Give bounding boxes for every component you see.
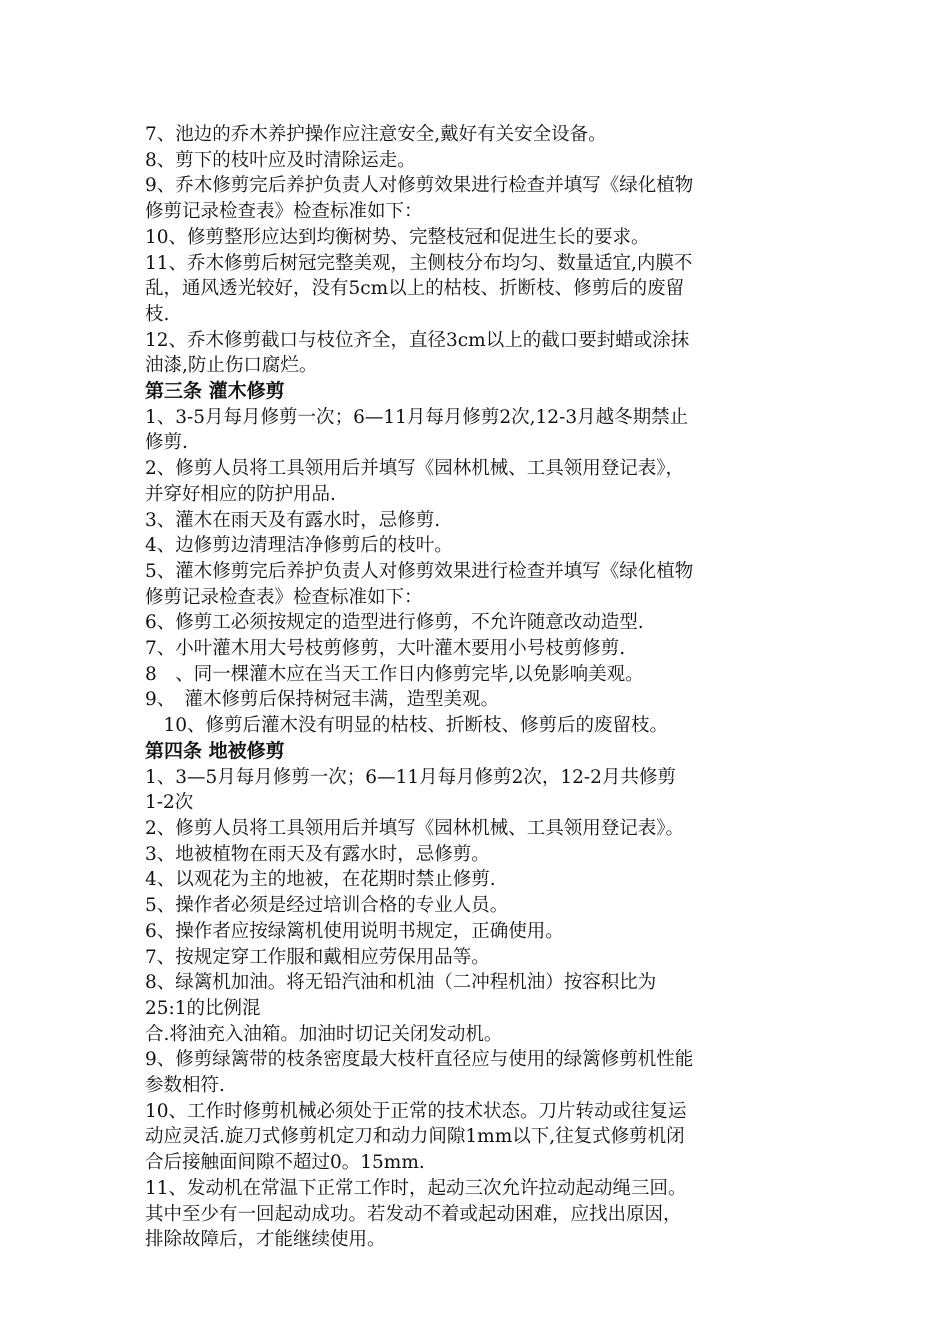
text-line: 8、绿篱机加油。将无铅汽油和机油（二冲程机油）按容积比为 [145,972,657,994]
text-line: 并穿好相应的防护用品. [145,483,336,505]
text-line: 1-2次 [145,792,194,814]
text-line: 7、池边的乔木养护操作应注意安全,戴好有关安全设备。 [145,124,607,145]
text-line: 枝. [145,303,170,325]
section-heading: 第四条 地被修剪 [145,739,285,762]
text-line: 7、小叶灌木用大号枝剪修剪，大叶灌木要用小号枝剪修剪. [145,638,626,660]
text-line: 5、操作者必须是经过培训合格的专业人员。 [145,895,509,917]
text-line: 10、工作时修剪机械必须处于正常的技术状态。刀片转动或往复运 [145,1100,687,1122]
text-line: 11、乔木修剪后树冠完整美观，主侧枝分布均匀、数量适宜,内膜不 [145,252,693,274]
text-line: 11、发动机在常温下正常工作时，起动三次允许拉动起动绳三回。 [145,1177,687,1199]
text-line: 修剪记录检查表》检查标准如下： [145,201,423,223]
text-line: 6、操作者应按绿篱机使用说明书规定，正确使用。 [145,920,564,942]
text-line: 修剪记录检查表》检查标准如下： [145,586,423,608]
text-line: 8 、同一棵灌木应在当天工作日内修剪完毕,以免影响美观。 [145,663,644,685]
text-line: 6、修剪工必须按规定的造型进行修剪，不允许随意改动造型. [145,612,644,634]
text-line: 12、乔木修剪截口与枝位齐全，直径3cm以上的截口要封蜡或涂抹 [145,329,690,351]
text-line: 1、3-5月每月修剪一次；6—11月每月修剪2次,12-3月越冬期禁止 [145,406,689,428]
section-heading: 第三条 灌木修剪 [145,380,285,403]
text-line: 2、修剪人员将工具领用后并填写《园林机械、工具领用登记表》。 [145,817,685,839]
text-line: 7、按规定穿工作服和戴相应劳保用品等。 [145,946,490,968]
text-line: 合后接触面间隙不超过0。15mm. [145,1152,425,1174]
text-line: 5、灌木修剪完后养护负责人对修剪效果进行检查并填写《绿化植物 [145,560,694,582]
text-line: 动应灵活.旋刀式修剪机定刀和动力间隙1mm以下,往复式修剪机闭 [145,1126,685,1148]
text-line: 排除故障后，才能继续使用。 [145,1229,386,1251]
text-line: 4、以观花为主的地被，在花期时禁止修剪. [145,869,496,891]
text-line: 3、灌木在雨天及有露水时，忌修剪. [145,509,441,531]
text-line: 乱，通风透光较好，没有5cm以上的枯枝、折断枝、修剪后的废留 [145,278,685,300]
text-line: 10、修剪整形应达到均衡树势、完整枝冠和促进生长的要求。 [145,226,650,248]
text-line: 9、乔木修剪完后养护负责人对修剪效果进行检查并填写《绿化植物 [145,175,694,197]
text-line: 油漆,防止伤口腐烂。 [145,355,318,377]
text-line: 8、剪下的枝叶应及时清除运走。 [145,149,416,171]
document-body [145,122,815,1253]
text-line: 其中至少有一回起动成功。若发动不着或起动困难，应找出原因， [145,1203,682,1225]
text-line: 合.将油充入油箱。加油时切记关闭发动机。 [145,1023,503,1045]
text-line: 25:1的比例混 [145,997,261,1019]
text-line: 修剪. [145,432,188,454]
text-line: 9、修剪绿篱带的枝条密度最大枝杆直径应与使用的绿篱修剪机性能 [145,1049,694,1071]
text-line: 1、3—5月每月修剪一次；6—11月每月修剪2次，12-2月共修剪 [145,766,676,788]
text-line: 2、修剪人员将工具领用后并填写《园林机械、工具领用登记表》， [145,458,685,480]
text-line: 3、地被植物在雨天及有露水时，忌修剪。 [145,843,490,865]
text-line: 4、边修剪边清理洁净修剪后的枝叶。 [145,535,453,557]
text-line: 参数相符. [145,1075,225,1097]
text-line: 9、 灌木修剪后保持树冠丰满，造型美观。 [145,689,500,711]
text-line: 10、修剪后灌木没有明显的枯枝、折断枝、修剪后的废留枝。 [145,715,669,737]
